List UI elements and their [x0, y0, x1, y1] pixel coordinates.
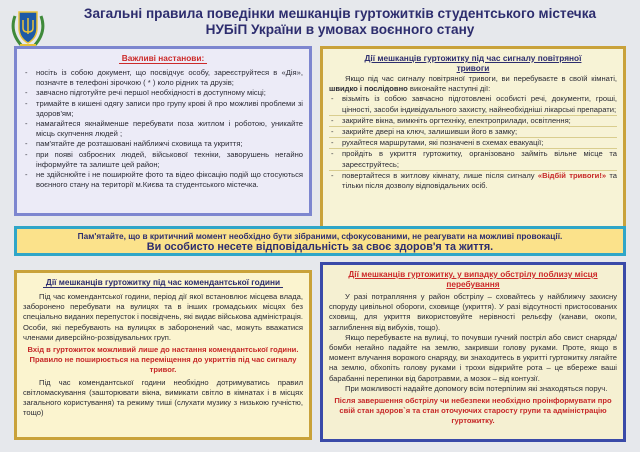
- list-item: - повертайтеся в житлову кімнату, лише після сигналу «Відбій тривоги!» та тільки після дозволу відповідальних осіб.: [329, 171, 617, 191]
- curfew-heading: Дії мешканців гуртожитку під час комендантської години: [23, 277, 303, 288]
- important-heading: Важливі настанови:: [23, 53, 303, 64]
- curfew-paragraph-1: Під час комендантської години, період дії якої встановлює місцева влада, заборонено перебувати на вулицях та в інших громадських місцях без спеціально виданих перепусток і посвідчень, які видає військова адміністрація. Особи, які перебувають на вулицях в заборонений час, можуть вважатися членами диверсійно-розвідувальних груп.: [23, 292, 303, 342]
- shelling-paragraph-1: У разі потрапляння у район обстрілу – сховайтесь у найближчу захисну споруду цивільної обороги, сховище (укриття). У разі відсутності пристосованих сховищ, для укриття використовуйте нерівності рельєфу (канави, окопи, заглиблення від вибухів, тощо).: [329, 292, 617, 332]
- curfew-entry-rule: Вхід в гуртожиток можливий лише до настання комендантської години. Правило не поширюється на переміщення до укриттів під час сигналу тривог.: [27, 345, 299, 375]
- list-item: - пам'ятайте де розташовані найближчі сховища та укриття;: [23, 139, 303, 149]
- list-item: - рухайтеся маршрутами, які позначені в схемах евакуації;: [329, 138, 617, 149]
- notice-line-1: Пам'ятайте, що в критичний момент необхідно бути зібраними, сфокусованими, не реагувати на можливі провокації.: [77, 231, 563, 241]
- shelling-panel: [320, 262, 626, 442]
- list-item: - візьміть із собою завчасно підготовлені особисті речі, документи, гроші, цінності, засоби індивідуального захисту, найнеобхідніші лікарські препарати;: [329, 94, 617, 115]
- all-clear-signal: «Відбій тривоги!»: [537, 170, 607, 180]
- curfew-panel: [14, 270, 312, 440]
- air-alarm-list: [329, 94, 617, 191]
- list-item: - при появі озброєних людей, військової техніки, заворушень негайно інформуйте та залиште цей район;: [23, 150, 303, 170]
- title-line-2: НУБіП України в умовах воєнного стану: [205, 22, 475, 37]
- title-line-1: Загальні правила поведінки мешканців гуртожитків студентського містечка: [83, 6, 597, 21]
- air-alarm-intro: Якщо під час сигналу повітряної тривоги, ви перебуваєте в своїй кімнаті, швидко і послідовно виконайте наступні дії:: [329, 74, 617, 94]
- important-guidelines-panel: [14, 46, 312, 216]
- list-item: - намагайтеся якнайменше перебувати поза житлом і роботою, уникайте місць скупчення людей ;: [23, 119, 303, 139]
- university-emblem: [10, 6, 46, 50]
- notice-line-2: Ви особисто несете відповідальність за своє здоров'я та життя.: [146, 241, 494, 253]
- list-item: - тримайте в кишені одягу записи про групу крові й про можливі проблеми зі здоров'ям;: [23, 99, 303, 119]
- list-item: - закрийте двері на ключ, залишивши його в замку;: [329, 127, 617, 138]
- curfew-paragraph-2: Під час комендантської години необхідно дотримуватись правил світломаскування (зашторювати вікна, вимикати світло в кімнатах і в місцях загального користування) та режиму тиші (слухати музику з низькою гучністю, тощо): [23, 377, 303, 418]
- shelling-report-rule: Після завершення обстрілу чи небезпеки необхідно проінформувати про свій стан здоров`я та стан оточуючих старосту групи та адміністрацію гуртожитку.: [334, 396, 612, 426]
- list-item: - не здійснюйте і не поширюйте фото та відео фіксацію подій що стосуються воєнного стану на території м.Києва та студентського містечка.: [23, 170, 303, 190]
- list-item: - завчасно підготуйте речі першої необхідності в доступному місці;: [23, 88, 303, 98]
- list-item: - пройдіть в укриття гуртожитку, організовано займіть вільне місце та зареєструйтесь;: [329, 149, 617, 170]
- list-item: - носіть із собою документ, що посвідчує особу, зареєструйтеся в «Дія», позначте в телефоні зірочкою ( * ) коло рідних та друзів;: [23, 68, 303, 88]
- shelling-paragraph-3: При можливості надайте допомогу всім потерпілим які знаходяться поруч.: [345, 383, 608, 393]
- page-title: [60, 6, 620, 38]
- air-alarm-panel: [320, 46, 626, 230]
- air-alarm-heading: Дії мешканців гуртожитку під час сигналу повітряної тривоги: [364, 53, 582, 73]
- list-item: - закрийте вікна, вимкніть оргтехніку, електроприлади, освітлення;: [329, 116, 617, 127]
- shelling-paragraph-2: Якщо перебуваєте на вулиці, то почувши гучний постріл або свист снаряда/бомби негайно падайте на землю, закривши голову руками. Проте, якщо в момент влучання ворожого снаряду, ви знаходитесь в укритті гуртожитку лягайте на землю, обхопіть голову руками і трохи відкрийте рота – це вбереже ваші барабанні перепинки від баротравми, а мозок – від контузії.: [329, 332, 617, 383]
- shelling-heading: Дії мешканців гуртожитку, у випадку обстрілу поблизу місця перебування: [348, 269, 598, 289]
- important-list: [23, 68, 303, 190]
- responsibility-notice: [14, 226, 626, 256]
